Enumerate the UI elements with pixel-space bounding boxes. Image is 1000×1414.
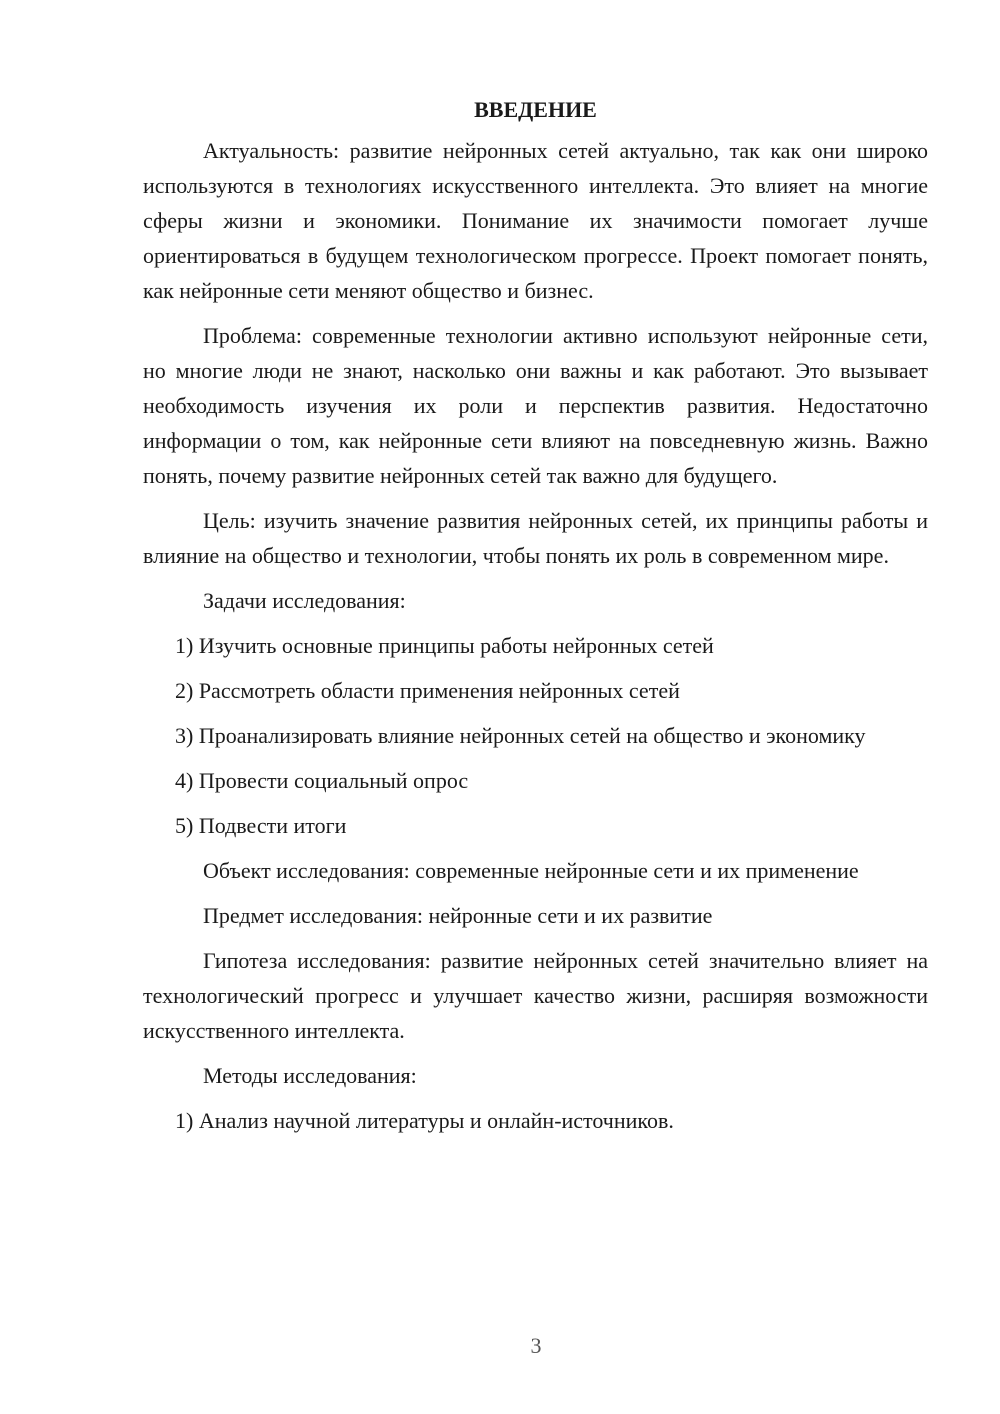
paragraph-object: Объект исследования: современные нейронные сети и их применение (203, 858, 859, 883)
paragraph-subject: Предмет исследования: нейронные сети и их развитие (203, 903, 713, 928)
method-item: 1) Анализ научной литературы и онлайн-источников. (175, 1108, 674, 1133)
task-item: 2) Рассмотреть области применения нейронных сетей (175, 678, 680, 703)
paragraph-problem: Проблема: современные технологии активно используют нейронные сети, но многие люди не знают, насколько они важны и как работают. Это вызывает необходимость изучения их роли и перспектив развития. Недостаточно информации о том, как нейронные сети влияют на повседневную жизнь. Важно понять, почему развитие нейронных сетей так важно для будущего. (143, 323, 928, 488)
paragraph-relevance: Актуальность: развитие нейронных сетей актуально, так как они широко используются в технологиях искусственного интеллекта. Это влияет на многие сферы жизни и экономики. Понимание их значимости помогает лучше ориентироваться в будущем технологическом прогрессе. Проект помогает понять, как нейронные сети меняют общество и бизнес. (143, 138, 928, 303)
paragraph-hypothesis: Гипотеза исследования: развитие нейронных сетей значительно влияет на технологический прогресс и улучшает качество жизни, расширяя возможности искусственного интеллекта. (143, 948, 928, 1043)
page-number: 3 (530, 1333, 542, 1358)
section-title: ВВЕДЕНИЕ (474, 97, 597, 122)
tasks-heading: Задачи исследования: (203, 588, 406, 613)
task-item: 5) Подвести итоги (175, 813, 347, 838)
paragraph-goal: Цель: изучить значение развития нейронных сетей, их принципы работы и влияние на общество и технологии, чтобы понять их роль в современном мире. (143, 508, 928, 568)
document-page (143, 95, 928, 1148)
task-item: 1) Изучить основные принципы работы нейронных сетей (175, 633, 714, 658)
methods-heading: Методы исследования: (203, 1063, 417, 1088)
task-item: 4) Провести социальный опрос (175, 768, 469, 793)
task-item: 3) Проанализировать влияние нейронных сетей на общество и экономику (175, 723, 866, 748)
